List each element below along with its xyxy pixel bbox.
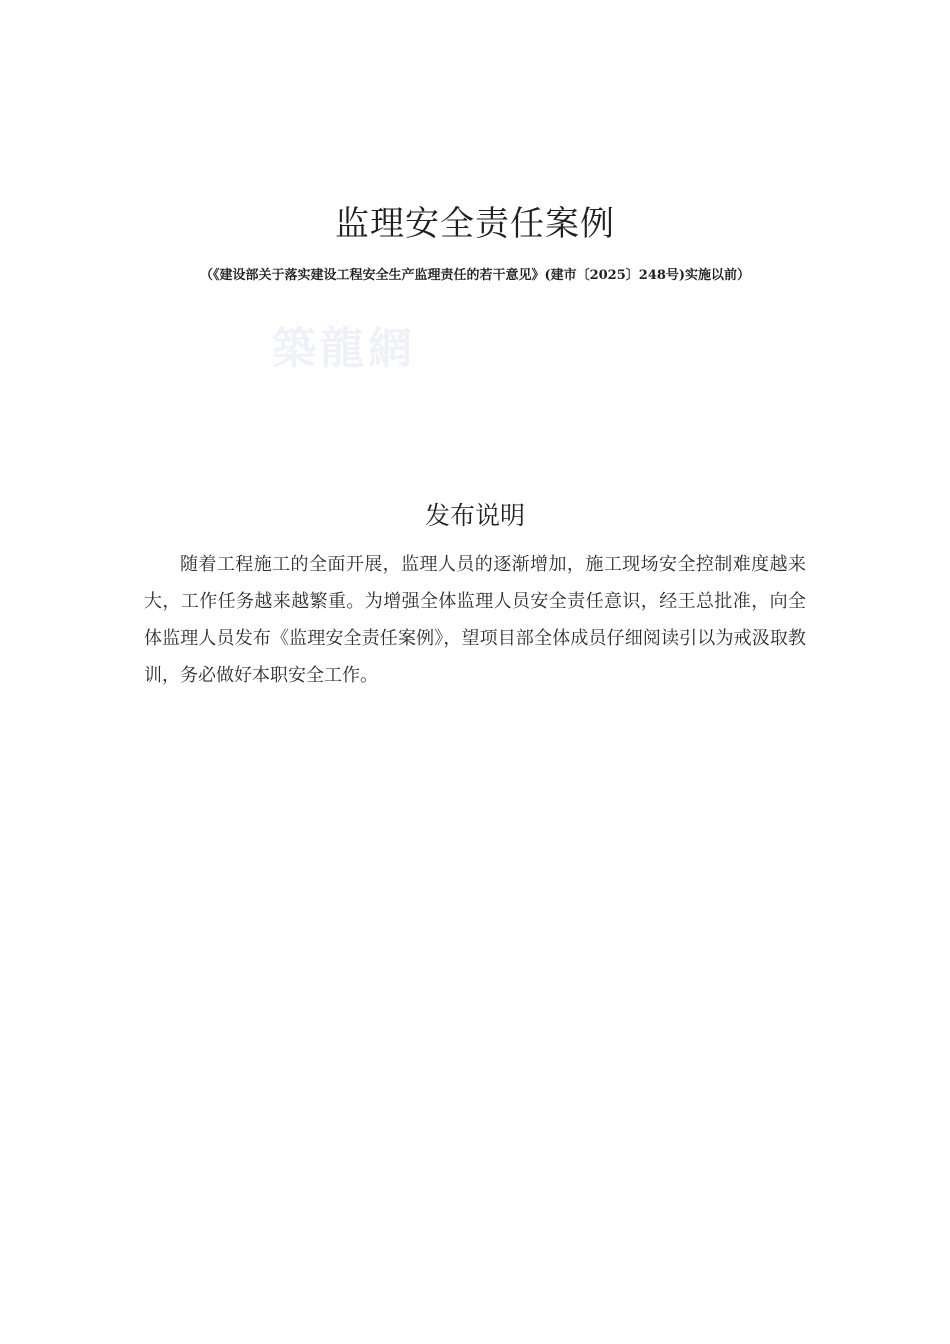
document-title: 监理安全责任案例 <box>335 204 615 244</box>
document-subtitle: （《建设部关于落实建设工程安全生产监理责任的若干意见》(建市〔2025〕248号)实施以前） <box>199 268 751 283</box>
section-heading: 发布说明 <box>424 501 525 530</box>
watermark-logo: 築龍網 <box>272 323 416 374</box>
section-paragraph: 随着工程施工的全面开展，监理人员的逐渐增加，施工现场安全控制难度越来大，工作任务越来越繁重。为增强全体监理人员安全责任意识，经王总批准，向全体监理人员发布《监理安全责任案例》，望项目部全体成员仔细阅读引以为戒汲取教训，务必做好本职安全工作。 <box>144 554 806 686</box>
